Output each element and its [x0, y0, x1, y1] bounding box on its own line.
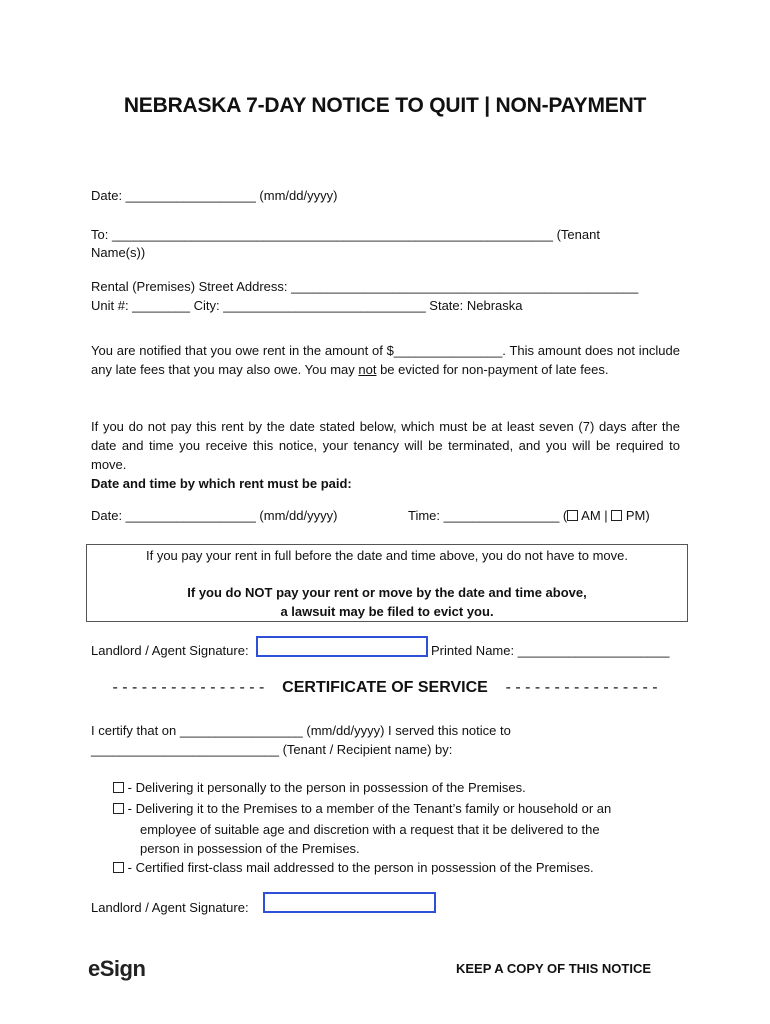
premises-delivery-label: - Delivering it to the Premises to a member of the Tenant’s family or household or an — [127, 801, 612, 816]
rent-paragraph-part1: You are notified that you owe rent in the amount of $_______________. This amount does not include any late fees that you may also owe. You may — [91, 343, 680, 377]
deadline-time-label[interactable]: Time: ________________ ( — [408, 508, 568, 523]
date-field-line[interactable]: Date: __________________ (mm/dd/yyyy) — [91, 188, 338, 203]
certificate-title: CERTIFICATE OF SERVICE — [282, 679, 488, 696]
unit-city-state-line[interactable]: Unit #: ________ City: ____________________________ State: Nebraska — [91, 298, 523, 313]
document-title: NEBRASKA 7-DAY NOTICE TO QUIT | NON-PAYMENT — [123, 94, 647, 117]
notice-line-lawsuit-warning: If you do NOT pay your rent or move by the date and time above, — [187, 585, 587, 600]
certify-recipient-line[interactable]: __________________________ (Tenant / Recipient name) by: — [91, 742, 453, 757]
certificate-dashes-right: - - - - - - - - - - - - - - - - — [505, 679, 658, 696]
to-field-line[interactable]: To: _____________________________________________________________ (Tenant — [91, 227, 600, 242]
notice-line-pay-in-full: If you pay your rent in full before the date and time above, you do not have to move. — [145, 548, 629, 563]
service-option-personal — [113, 778, 526, 797]
service-option-mail — [113, 858, 594, 877]
certificate-dashes-left: - - - - - - - - - - - - - - - - — [112, 679, 265, 696]
notice-box — [86, 544, 688, 622]
premises-delivery-cont1: employee of suitable age and discretion with a request that it be delivered to the — [140, 822, 600, 837]
premises-delivery-cont2: person in possession of the Premises. — [140, 841, 360, 856]
deadline-date-field[interactable]: Date: __________________ (mm/dd/yyyy) — [91, 508, 338, 523]
deadline-paragraph: If you do not pay this rent by the date stated below, which must be at least seven (7) days after the date and time you receive this notice, your tenancy will be terminated, and you will be required to move. — [91, 419, 680, 472]
landlord-signature-label: Landlord / Agent Signature: — [91, 643, 249, 658]
certify-line[interactable]: I certify that on _________________ (mm/dd/yyyy) I served this notice to — [91, 723, 511, 738]
certificate-heading — [0, 679, 770, 697]
personal-delivery-label: - Delivering it personally to the person in possession of the Premises. — [127, 780, 526, 795]
am-label: AM | — [578, 508, 612, 523]
personal-delivery-checkbox[interactable] — [113, 782, 124, 793]
to-field-line-cont: Name(s)) — [91, 245, 146, 260]
pm-label: PM) — [622, 508, 650, 523]
printed-name-field[interactable]: Printed Name: _____________________ — [431, 643, 670, 658]
deadline-heading: Date and time by which rent must be paid: — [91, 476, 352, 491]
address-field-line[interactable]: Rental (Premises) Street Address: ________________________________________________ — [91, 279, 639, 294]
rent-owed-paragraph — [91, 341, 680, 379]
certified-mail-label: - Certified first-class mail addressed to the person in possession of the Premises. — [127, 860, 594, 875]
esign-logo: eSign — [88, 956, 146, 981]
certified-mail-checkbox[interactable] — [113, 862, 124, 873]
certificate-signature-field[interactable] — [263, 892, 436, 913]
keep-copy-notice: KEEP A COPY OF THIS NOTICE — [456, 961, 652, 976]
deadline-time-field — [408, 506, 650, 525]
pm-checkbox[interactable] — [611, 510, 622, 521]
certificate-signature-label: Landlord / Agent Signature: — [91, 900, 249, 915]
notice-line-lawsuit-filed: a lawsuit may be filed to evict you. — [280, 604, 494, 619]
rent-paragraph-part2: be evicted for non-payment of late fees. — [376, 362, 609, 377]
rent-paragraph-not: not — [358, 362, 377, 377]
service-option-premises — [113, 799, 611, 818]
premises-delivery-checkbox[interactable] — [113, 803, 124, 814]
landlord-signature-field[interactable] — [256, 636, 428, 657]
am-checkbox[interactable] — [567, 510, 578, 521]
